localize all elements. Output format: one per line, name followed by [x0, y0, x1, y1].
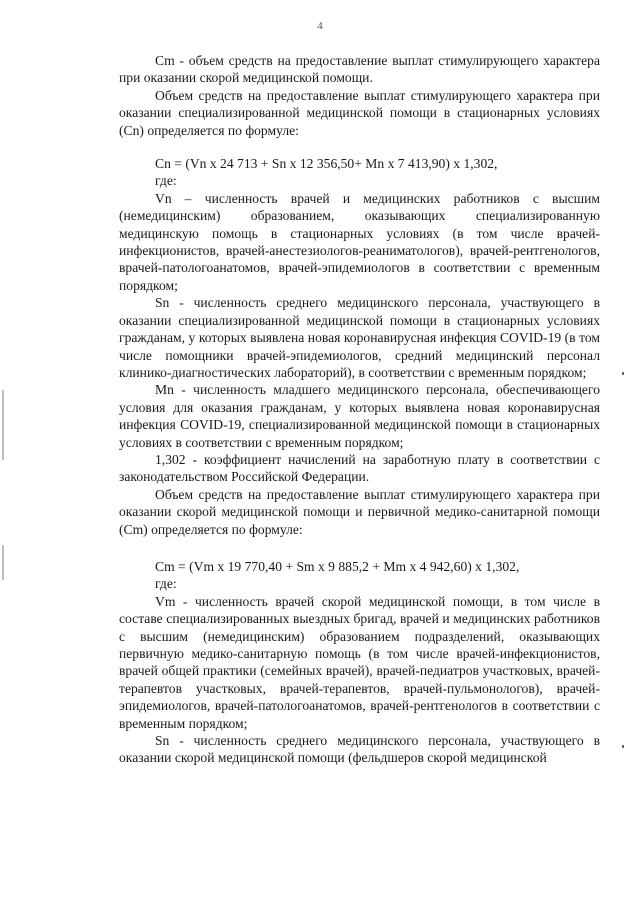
paragraph-vn-definition: Vn – численность врачей и медицинских работников с высшим (немедицинским) образованием, оказывающих специализированную медицинскую помощь в стационарных условиях (в том числе врачей-инфекционистов, врачей-анестезиологов-реаниматологов), врачей-рентгенологов, врачей-патологоанатомов, врачей-эпидемиологов в соответствии с временным порядком; — [119, 190, 600, 293]
paragraph-cm-intro: Объем средств на предоставление выплат стимулирующего характера при оказании скорой медицинской помощи и первичной медико-санитарной помощи (Cm) определяется по формуле: — [119, 486, 600, 537]
formula-cm-where: где: — [155, 576, 177, 592]
page-number: 4 — [317, 20, 323, 32]
formula-cm: Cm = (Vm x 19 770,40 + Sm x 9 885,2 + Mm x 4 942,60) x 1,302, — [155, 558, 520, 574]
paragraph-sm-definition: Sn - численность среднего медицинского персонала, участвующего в оказании скорой медицинской помощи (фельдшеров скорой медицинской — [119, 733, 600, 766]
formula-cn-where: где: — [155, 173, 177, 189]
formula-cn: Cn = (Vn x 24 713 + Sn x 12 356,50+ Mn x 7 413,90) x 1,302, — [155, 156, 498, 172]
scan-edge-mark — [2, 545, 4, 580]
paragraph-vm-definition: Vm - численность врачей скорой медицинской помощи, в том числе в составе специализированных выездных бригад, врачей и медицинских работников с высшим (немедицинским) образованием подразделений, оказывающих первичную медико-санитарную помощь (в том числе врачей-инфекционистов, врачей общей практики (семейных врачей), врачей-педиатров участковых, врачей-терапевтов участковых, врачей-терапевтов, врачей-пульмонологов), врачей-эпидемиологов, врачей-патологоанатомов, врачей-рентгенологов в соответствии с временным порядком; — [119, 593, 600, 731]
paragraph-coefficient: 1,302 - коэффициент начислений на заработную плату в соответствии с законодательством Российской Федерации. — [119, 451, 600, 485]
document-body — [119, 52, 600, 767]
scan-dot-mark — [622, 372, 624, 375]
paragraph-mn-definition: Mn - численность младшего медицинского персонала, обеспечивающего условия для оказания гражданам, у которых выявлена новая коронавирусная инфекция COVID-19, специализированной медицинской помощи в стационарных условиях в соответствии с временным порядком; — [119, 382, 600, 450]
scan-edge-mark — [2, 390, 4, 460]
paragraph-cn-intro: Объем средств на предоставление выплат стимулирующего характера при оказании специализированной медицинской помощи в стационарных условиях (Cn) определяется по формуле: — [119, 87, 600, 138]
scan-dot-mark — [622, 745, 624, 748]
paragraph-sn-definition: Sn - численность среднего медицинского персонала, участвующего в оказании специализированной медицинской помощи в стационарных условиях гражданам, у которых выявлена новая коронавирусная инфекция COVID-19 (в том числе помощники врачей-эпидемиологов, средний медицинский персонал клинико-диагностических лабораторий), в соответствии с временным порядком; — [119, 295, 600, 380]
paragraph-cm-definition: Cm - объем средств на предоставление выплат стимулирующего характера при оказании скорой медицинской помощи. — [119, 53, 600, 86]
